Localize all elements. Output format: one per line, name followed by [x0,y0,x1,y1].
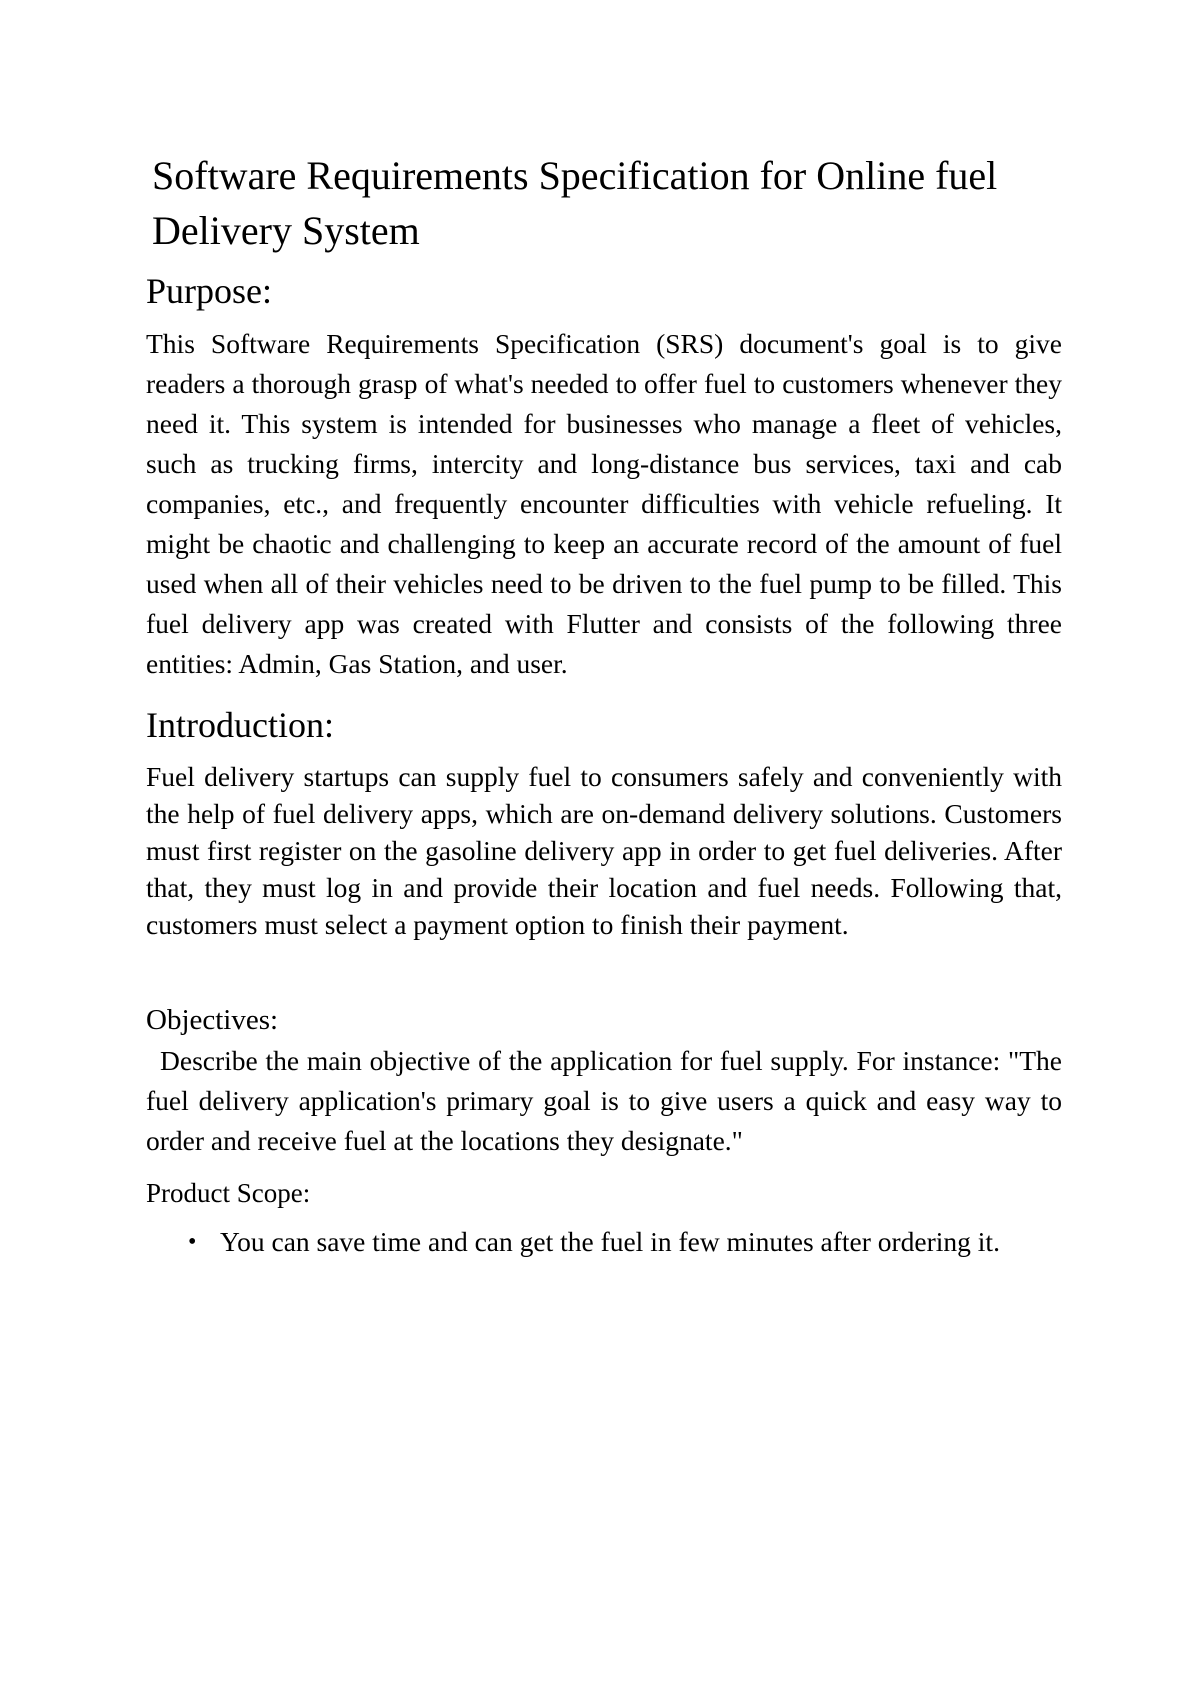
spacer [146,1161,1062,1175]
document-title: Software Requirements Specification for Online fuel Delivery System [152,153,998,253]
purpose-paragraph: This Software Requirements Specification (SRS) document's goal is to give readers a thorough grasp of what's needed to offer fuel to customers whenever they need it. This system is intended for businesses who manage a fleet of vehicles, such as trucking firms, intercity and long-distance bus services, taxi and cab companies, etc., and frequently encounter difficulties with vehicle refueling. It might be chaotic and challenging to keep an accurate record of the amount of fuel used when all of their vehicles need to be driven to the fuel pump to be filled. This fuel delivery app was created with Flutter and consists of the following three entities: Admin, Gas Station, and user. [146,328,1062,679]
document-content [146,148,1062,1263]
introduction-heading: Introduction: [146,705,334,745]
product-scope-heading: Product Scope: [146,1178,311,1208]
objectives-heading: Objectives: [146,1004,279,1036]
spacer [146,684,1062,702]
purpose-heading: Purpose: [146,271,272,311]
product-scope-list [146,1221,1062,1263]
list-item-text: You can save time and can get the fuel in few minutes after ordering it. [220,1226,1000,1257]
bullet-icon: • [188,1229,197,1255]
objectives-paragraph: Describe the main objective of the application for fuel supply. For instance: "The fuel delivery application's primary goal is to give users a quick and easy way to order and receive fuel at the locations they designate." [146,1045,1062,1156]
introduction-paragraph: Fuel delivery startups can supply fuel to consumers safely and conveniently with the help of fuel delivery apps, which are on-demand delivery solutions. Customers must first register on the gasoline delivery app in order to get fuel deliveries. After that, they must log in and provide their location and fuel needs. Following that, customers must select a payment option to finish their payment. [146,761,1062,940]
list-item [146,1221,1062,1263]
spacer [146,943,1062,1001]
